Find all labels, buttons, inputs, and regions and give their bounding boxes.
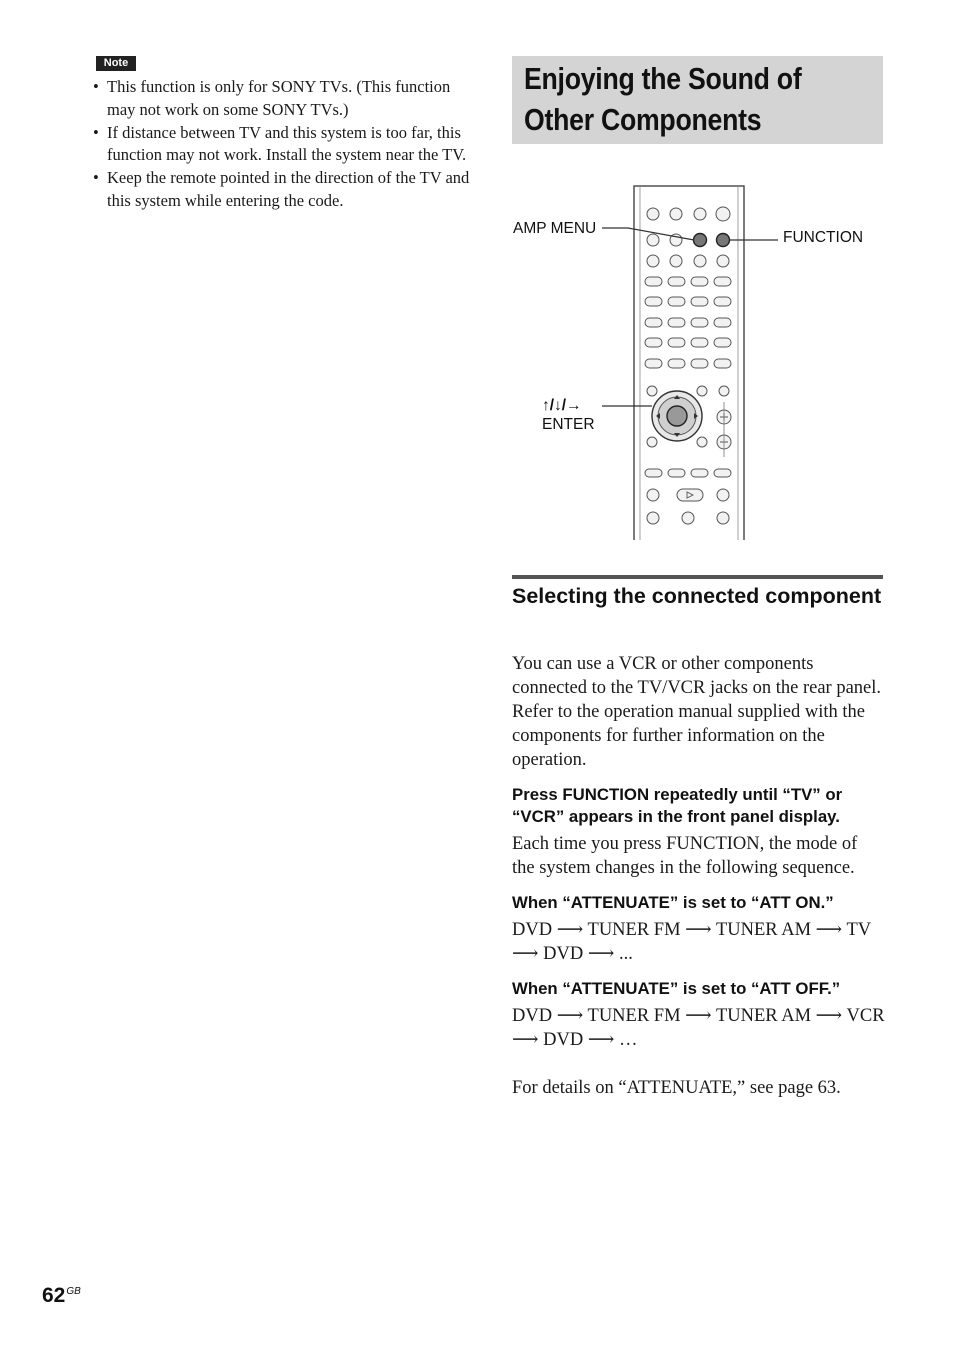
att-off-sequence-line2: ⟶ DVD ⟶ … bbox=[512, 1030, 638, 1050]
step-instruction: Press FUNCTION repeatedly until “TV” or “VCR” appears in the front panel display. bbox=[512, 785, 843, 826]
att-on-sequence-line1: DVD ⟶ TUNER FM ⟶ TUNER AM ⟶ TV bbox=[512, 920, 872, 940]
note-list bbox=[93, 76, 473, 213]
att-on-sequence-line2: ⟶ DVD ⟶ ... bbox=[512, 944, 633, 964]
function-label: FUNCTION bbox=[783, 229, 864, 246]
att-off-heading: When “ATTENUATE” is set to “ATT OFF.” bbox=[512, 979, 841, 998]
att-off-sequence-line1: DVD ⟶ TUNER FM ⟶ TUNER AM ⟶ VCR bbox=[512, 1006, 885, 1026]
intro-paragraph: You can use a VCR or other components connected to the TV/VCR jacks on the rear panel. Refer to the operation manual supplied with the components for further information on the operation. bbox=[512, 654, 882, 770]
arrows-label: ↑/↓/→ bbox=[542, 397, 582, 414]
section-rule bbox=[512, 575, 883, 579]
title-banner bbox=[512, 56, 883, 144]
details-reference: For details on “ATTENUATE,” see page 63. bbox=[512, 1078, 841, 1098]
section-heading: Selecting the connected component bbox=[512, 584, 882, 608]
page-title: Enjoying the Sound of Other Components bbox=[524, 61, 802, 137]
note-item: • If distance between TV and this system is too far, this function may not work. Install the system near the TV. bbox=[93, 122, 467, 164]
step-description: Each time you press FUNCTION, the mode of the system changes in the following sequence. bbox=[512, 834, 858, 878]
page-number: $62^{GB}$ bbox=[42, 1284, 81, 1307]
page-suffix: GB bbox=[66, 1286, 81, 1297]
enter-label: ENTER bbox=[542, 416, 595, 433]
amp-menu-label: AMP MENU bbox=[513, 220, 597, 237]
note-item: • Keep the remote pointed in the direction of the TV and this system while entering the code. bbox=[93, 168, 470, 210]
note-item: • This function is only for SONY TVs. (This function may not work on some SONY TVs.) bbox=[93, 77, 451, 119]
note-badge: Note bbox=[96, 56, 136, 71]
att-on-heading: When “ATTENUATE” is set to “ATT ON.” bbox=[512, 893, 834, 912]
